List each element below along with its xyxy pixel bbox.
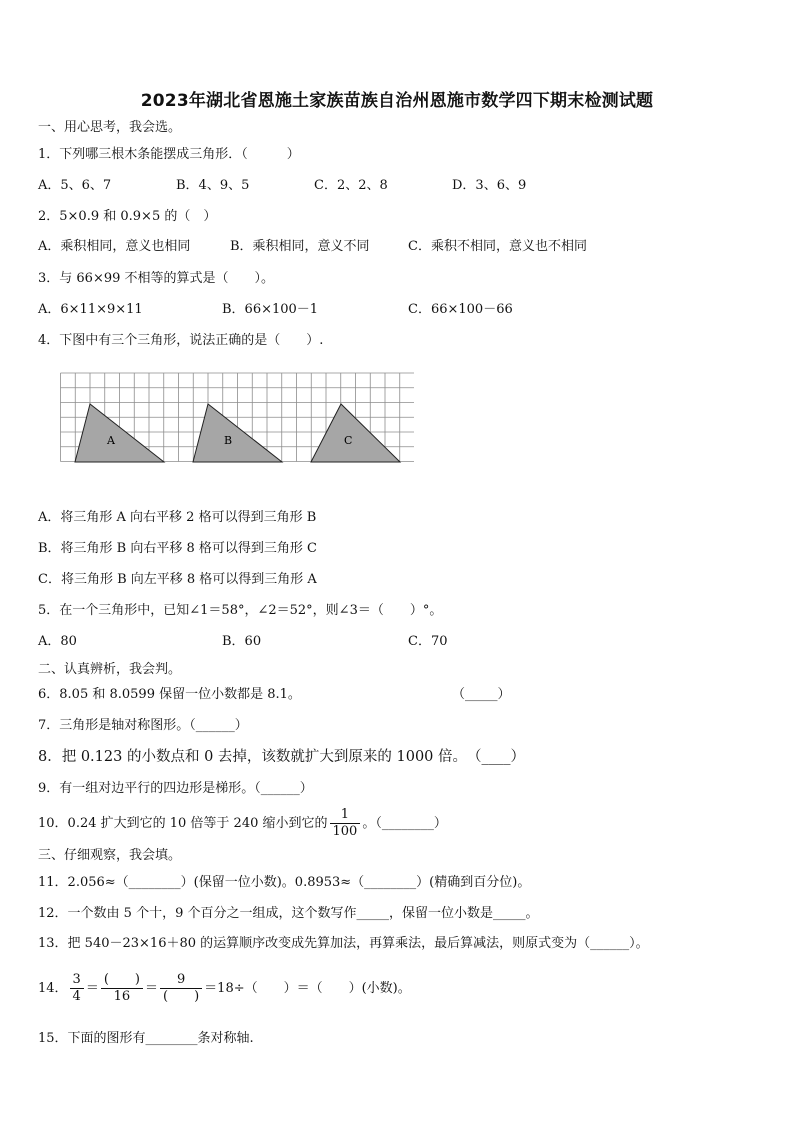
q3-option-a: A．6×11×9×11: [38, 302, 143, 317]
fraction-one-hundredth: $\frac{1}{100}$: [330, 807, 361, 840]
fraction-three-quarters: $\frac{3}{4}$: [70, 972, 84, 1005]
question-14-label: 14．: [38, 981, 68, 996]
question-6-stem: 6．8.05 和 8.0599 保留一位小数都是 8.1。: [38, 687, 301, 702]
q2-option-a: A．乘积相同，意义也相同: [38, 239, 191, 254]
q3-option-b: B．66×100－1: [222, 302, 319, 317]
q5-option-c: C．70: [408, 634, 448, 649]
page-title: 2023年湖北省恩施土家族苗族自治州恩施市数学四下期末检测试题: [140, 91, 654, 111]
q5-option-a: A．80: [38, 634, 77, 649]
question-3-stem: 3．与 66×99 不相等的算式是（ ）。: [38, 271, 275, 286]
triangle-a-label: A: [107, 434, 115, 447]
question-15-stem: 15．下面的图形有________条对称轴.: [38, 1031, 254, 1046]
q4-option-a: A．将三角形 A 向右平移 2 格可以得到三角形 B: [38, 510, 317, 525]
question-11-stem: 11．2.056≈（________）(保留一位小数)。0.8953≈（________）(精确到百分位)。: [38, 875, 531, 890]
question-6-blank: （_____）: [452, 687, 511, 702]
q2-option-c: C．乘积不相同，意义也不相同: [408, 239, 587, 254]
q1-option-a: A．5、6、7: [38, 178, 112, 193]
q4-option-b: B．将三角形 B 向右平移 8 格可以得到三角形 C: [38, 541, 317, 556]
question-5-stem: 5．在一个三角形中，已知∠1＝58°，∠2＝52°，则∠3＝（ ）°。: [38, 603, 443, 618]
triangle-grid-figure: [60, 372, 414, 468]
question-10: [38, 806, 447, 842]
q3-option-c: C．66×100－66: [408, 302, 513, 317]
fraction-9-over-blank: $\frac{9}{( )}$: [160, 972, 202, 1005]
section-heading-judge: 二、认真辨析，我会判。: [38, 662, 182, 677]
question-4-stem: 4．下图中有三个三角形，说法正确的是（ ）.: [38, 333, 324, 348]
q1-option-c: C．2、2、8: [314, 178, 388, 193]
triangle-c-label: C: [344, 434, 353, 447]
question-1-stem: 1．下列哪三根木条能摆成三角形．（ ）: [38, 147, 300, 162]
question-13-stem: 13．把 540－23×16＋80 的运算顺序改变成先算加法，再算乘法，最后算减法，则原式变为（______）。: [38, 936, 649, 951]
triangle-b-label: B: [224, 434, 233, 447]
question-14-tail: ＝18÷（ ）＝（ ）(小数)。: [204, 981, 411, 996]
question-8-stem: 8．把 0.123 的小数点和 0 去掉，该数就扩大到原来的 1000 倍。 （____）: [38, 749, 526, 765]
section-heading-fill: 三、仔细观察，我会填。: [38, 848, 182, 863]
q1-option-d: D．3、6、9: [452, 178, 527, 193]
question-7-stem: 7．三角形是轴对称图形。（______）: [38, 718, 248, 733]
section-heading-choice: 一、用心思考，我会选。: [38, 120, 182, 135]
question-9-stem: 9．有一组对边平行的四边形是梯形。（______）: [38, 781, 313, 796]
question-10-pre: 10．0.24 扩大到它的 10 倍等于 240 缩小到它的: [38, 816, 328, 831]
grid-svg: [60, 372, 414, 464]
question-14: 14． $\frac{3}{4}$ ＝ $\frac{( )}{16}$ ＝ $\frac{9}{( )}$ ＝18÷（ ）＝（ ）(小数)。: [38, 972, 411, 1004]
q1-option-b: B．4、9、5: [176, 178, 250, 193]
fraction-blank-over-16: $\frac{( )}{16}$: [101, 972, 143, 1005]
question-10-post: 。（________）: [362, 816, 447, 831]
q2-option-b: B．乘积相同，意义不同: [230, 239, 370, 254]
q5-option-b: B．60: [222, 634, 262, 649]
question-12-stem: 12．一个数由 5 个十，9 个百分之一组成，这个数写作_____，保留一位小数是_____。: [38, 906, 539, 921]
q4-option-c: C．将三角形 B 向左平移 8 格可以得到三角形 A: [38, 572, 317, 587]
question-2-stem: 2．5×0.9 和 0.9×5 的（ ）: [38, 209, 217, 224]
